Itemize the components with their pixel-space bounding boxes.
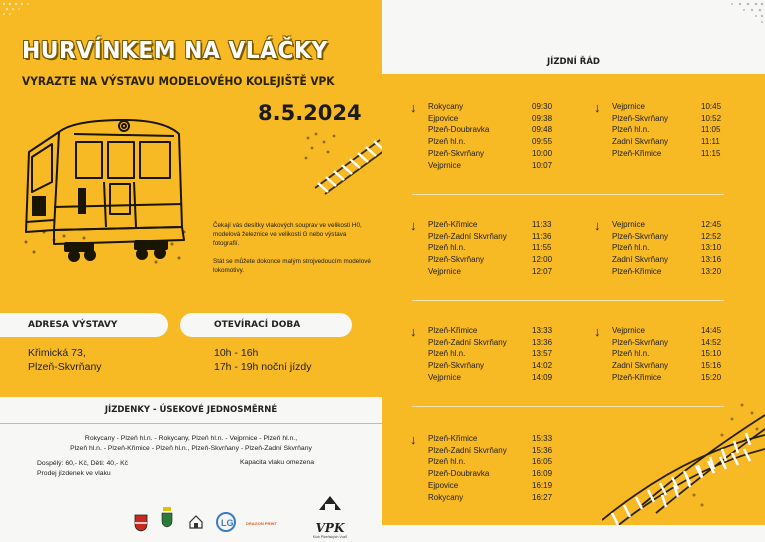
tram-illustration — [14, 112, 194, 272]
departure-time: 11:33 — [532, 220, 552, 229]
departure-time: 15:10 — [701, 349, 722, 359]
departure-time: 13:36 — [532, 337, 553, 347]
station-name: Vejprnice — [612, 326, 645, 335]
station-name: Plzeň hl.n. — [428, 137, 466, 147]
address-heading: ADRESA VÝSTAVY — [0, 313, 168, 337]
departure-time: 15:33 — [532, 434, 553, 443]
vpk-caption: Klub Plzeňských Vozů — [312, 535, 348, 539]
station-name: Plzeň hl.n. — [428, 457, 466, 467]
departure-time: 14:45 — [701, 326, 722, 335]
arrow-down-icon: ↓ — [410, 324, 417, 339]
station-name: Plzeň-Křimice — [612, 266, 662, 276]
station-name: Vejprnice — [612, 220, 645, 229]
poster-title: HURVÍNKEM NA VLÁČKY — [22, 38, 328, 64]
departure-time: 12:52 — [701, 231, 722, 241]
station-name: Ejpovice — [428, 113, 459, 123]
opening-line: 10h - 16h — [214, 347, 259, 359]
station-name: Plzeň-Skvrňany — [428, 361, 485, 371]
departure-time: 10:52 — [701, 113, 722, 123]
station-name: Plzeň-Křimice — [612, 372, 662, 382]
address-text — [28, 346, 102, 374]
station-name: Plzeň-Zadní Skvrňany — [428, 337, 507, 347]
departure-time: 13:10 — [701, 243, 722, 253]
departure-time: 09:38 — [532, 113, 553, 123]
station-name: Plzeň-Křimice — [428, 434, 478, 443]
station-name: Vejprnice — [428, 266, 461, 276]
arrow-down-icon: ↓ — [594, 218, 601, 233]
departure-time: 10:45 — [701, 102, 722, 111]
svg-text:LG: LG — [221, 518, 234, 528]
station-name: Plzeň-Skvrňany — [612, 337, 669, 347]
station-name: Plzeň-Zadní Skvrňany — [428, 445, 507, 455]
opening-hours-text — [214, 346, 311, 374]
bottom-band — [382, 525, 765, 542]
arrow-down-icon: ↓ — [594, 324, 601, 339]
arrow-down-icon: ↓ — [410, 100, 417, 115]
sale-line: Prodej jízdenek ve vlaku — [37, 470, 111, 477]
departure-time: 13:20 — [701, 266, 722, 276]
station-name: Rokycany — [428, 102, 464, 111]
station-name: Zadní Skvrňany — [612, 255, 669, 265]
station-name: Vejprnice — [612, 102, 645, 111]
station-name: Plzeň hl.n. — [612, 349, 650, 359]
address-line: Křimická 73, — [28, 347, 86, 359]
vpk-logo-text: VPK — [315, 521, 345, 535]
station-name: Plzeň-Skvrňany — [612, 113, 669, 123]
departure-time: 14:09 — [532, 372, 553, 382]
departure-time: 11:15 — [701, 148, 721, 158]
ticket-routes — [0, 434, 382, 454]
station-name: Plzeň-Skvrňany — [612, 231, 669, 241]
price-line: Dospělý: 60,- Kč, Děti: 40,- Kč — [37, 460, 129, 467]
station-name: Rokycany — [428, 492, 464, 502]
departure-time: 11:11 — [701, 137, 720, 147]
divider — [412, 194, 724, 195]
departure-time: 15:20 — [701, 372, 722, 382]
departure-time: 15:16 — [701, 361, 722, 371]
opening-line: 17h - 19h noční jízdy — [214, 361, 312, 373]
event-description — [213, 221, 373, 284]
departure-time: 11:05 — [701, 125, 721, 135]
station-name: Zadní Skvrňany — [612, 137, 669, 147]
description-paragraph: Stát se můžete dokonce malým strojvedoucím modelové lokomotivy. — [213, 258, 371, 274]
station-name: Plzeň-Doubravka — [428, 469, 490, 479]
halftone-dots-decoration — [702, 0, 765, 30]
poster-right-page — [382, 0, 765, 542]
station-name: Plzeň hl.n. — [428, 349, 466, 359]
station-name: Vejprnice — [428, 372, 461, 382]
halftone-dots-decoration — [0, 0, 120, 40]
event-date: 8.5.2024 — [258, 101, 362, 125]
capacity-note: Kapacita vlaku omezena — [240, 459, 315, 466]
departure-time: 11:55 — [532, 243, 552, 253]
divider — [412, 300, 724, 301]
station-name: Plzeň-Křimice — [428, 220, 478, 229]
ticket-route-line: Plzeň hl.n. - Plzeň-Křimice - Plzeň hl.n., Plzeň-Skvrňany - Plzeň-Zadní Skvrňany — [70, 445, 312, 452]
station-name: Zadní Skvrňany — [612, 361, 669, 371]
dragon-print-logo: DRAGON PRINT — [246, 521, 277, 526]
departure-time: 15:36 — [532, 445, 553, 455]
station-name: Plzeň hl.n. — [612, 243, 650, 253]
poster-left-page — [0, 0, 382, 542]
station-name: Plzeň hl.n. — [612, 125, 650, 135]
station-name: Plzeň-Zadní Skvrňany — [428, 231, 507, 241]
station-name: Plzeň-Doubravka — [428, 125, 490, 135]
city-emblem-icon — [160, 506, 174, 530]
departure-time: 11:36 — [532, 231, 552, 241]
station-name: Plzeň-Skvrňany — [428, 148, 485, 158]
departure-time: 12:00 — [532, 255, 553, 265]
departure-time: 14:02 — [532, 361, 553, 371]
vpk-logo — [310, 490, 350, 539]
vpk-mark-icon — [315, 490, 345, 520]
arrow-down-icon: ↓ — [410, 218, 417, 233]
rails-decoration — [602, 395, 765, 525]
departure-time: 16:27 — [532, 492, 553, 502]
opening-hours-heading: OTEVÍRACÍ DOBA — [180, 313, 352, 337]
ticket-route-line: Rokycany - Plzeň hl.n. - Rokycany, Plzeň hl.n. - Vejprnice - Plzeň hl.n., — [84, 435, 298, 442]
arrow-down-icon: ↓ — [594, 100, 601, 115]
departure-time: 10:07 — [532, 160, 553, 170]
lg-logo-icon — [216, 512, 236, 532]
address-line: Plzeň-Skvrňany — [28, 361, 102, 373]
departure-time: 09:55 — [532, 137, 553, 147]
departure-time: 13:57 — [532, 349, 553, 359]
station-name: Plzeň-Skvrňany — [428, 255, 485, 265]
departure-time: 09:30 — [532, 102, 553, 111]
sponsor-logos — [130, 486, 380, 539]
house-logo-icon — [188, 514, 204, 530]
departure-time: 12:07 — [532, 266, 553, 276]
departure-time: 16:09 — [532, 469, 553, 479]
departure-time: 14:52 — [701, 337, 722, 347]
coat-of-arms-icon — [134, 514, 148, 532]
rails-decoration — [300, 128, 382, 198]
departure-time: 13:16 — [701, 255, 722, 265]
departure-time: 10:00 — [532, 148, 553, 158]
station-name: Plzeň-Křimice — [428, 326, 478, 335]
station-name: Plzeň hl.n. — [428, 243, 466, 253]
station-name: Vejprnice — [428, 160, 461, 170]
departure-time: 12:45 — [701, 220, 722, 229]
timetable-heading: JÍZDNÍ ŘÁD — [382, 52, 765, 74]
poster-subtitle: VYRAZTE NA VÝSTAVU MODELOVÉHO KOLEJIŠTĚ VPK — [22, 74, 335, 88]
departure-time: 16:05 — [532, 457, 553, 467]
arrow-down-icon: ↓ — [410, 432, 417, 447]
departure-time: 16:19 — [532, 480, 553, 490]
station-name: Ejpovice — [428, 480, 459, 490]
tickets-info — [0, 424, 382, 542]
departure-time: 13:33 — [532, 326, 553, 335]
description-paragraph: Čekají vás desítky vlakových souprav ve velikosti H0, modelová železnice ve velikosti G nebo výstava fotografií. — [213, 222, 362, 247]
departure-time: 09:48 — [532, 125, 553, 135]
station-name: Plzeň-Křimice — [612, 148, 662, 158]
ticket-prices — [37, 459, 128, 479]
tickets-heading: JÍZDENKY - ÚSEKOVÉ JEDNOSMĚRNÉ — [0, 397, 382, 423]
